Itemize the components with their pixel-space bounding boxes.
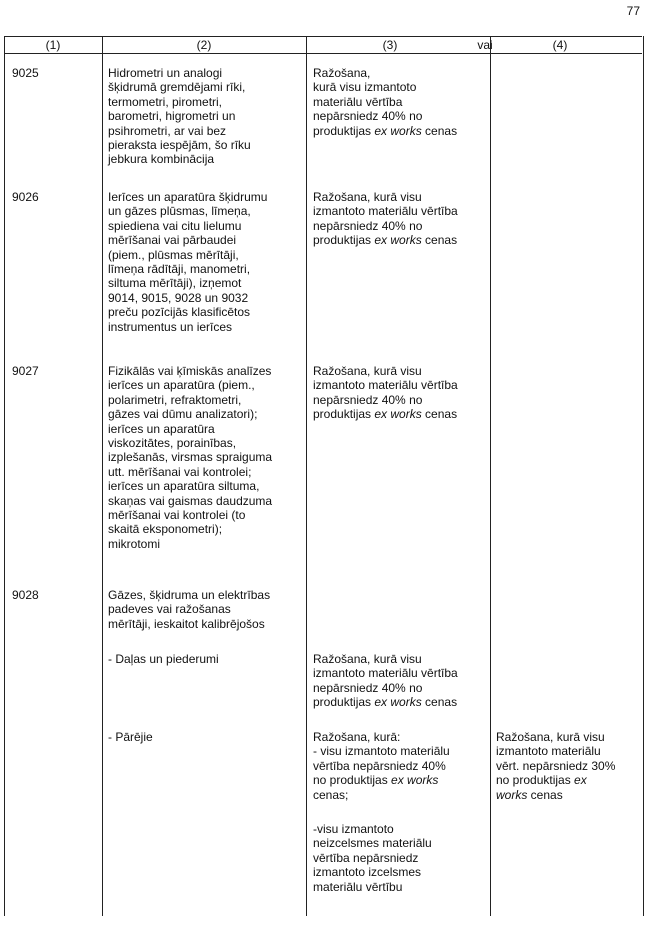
origin-rule: Ražošana, kurā: - visu izmantoto materiālu vērtība nepārsniedz 40% no produktijas ex works cenas; bbox=[313, 730, 450, 802]
column-divider bbox=[102, 36, 103, 916]
goods-description: Fizikālās vai ķīmiskās analīzes ierīces un aparatūra (piem., polarimetri, refraktometri, gāzes vai dūmu analizatori); ierīces un aparatūra viskozitātes, porainības, izplešanās, virsmas spraiguma utt. mērīšanai vai kontrolei; ierīces un aparatūra siltuma, skaņas vai gaismas daudzuma mērīšanai vai kontrolei (to skaitā eksponometri); mikrotomi bbox=[108, 364, 273, 551]
origin-rule-condition: -visu izmantoto neizcelsmes materiālu vērtība nepārsniedz izmantoto izcelsmes materiālu vērtību bbox=[313, 822, 432, 894]
header-col-4: (4) bbox=[552, 38, 568, 52]
goods-description: Ierīces un aparatūra šķidrumu un gāzes plūsmas, līmeņa, spiediena vai citu lielumu mērīšanai vai pārbaudei (piem., plūsmas mērītāji, līmeņa rādītāji, manometri, siltuma mērītāji), izņemot 9014, 9015, 9028 un 9032 preču pozīcijās klasificētos instrumentus un ierīces bbox=[108, 190, 268, 334]
header-col-3: (3) bbox=[382, 38, 398, 52]
header-vai: vai bbox=[477, 38, 493, 52]
goods-description: Hidrometri un analogi šķidrumā gremdējami rīki, termometri, pirometri, barometri, higrometri un psihrometri, ar vai bez pieraksta iespējām, šo rīku jebkura kombinācija bbox=[108, 66, 251, 167]
goods-description: Gāzes, šķidruma un elektrības padeves vai ražošanas mērītāji, ieskaitot kalibrējošos bbox=[108, 588, 271, 631]
origin-rule: Ražošana, kurā visu izmantoto materiālu vērtība nepārsniedz 40% no produktijas ex works cenas bbox=[313, 652, 458, 710]
hs-code: 9028 bbox=[12, 588, 39, 602]
page-number: 77 bbox=[626, 4, 640, 18]
origin-rule: Ražošana, kurā visu izmantoto materiālu vērtība nepārsniedz 40% no produktijas ex works cenas bbox=[313, 66, 458, 138]
goods-description: - Daļas un piederumi bbox=[108, 652, 219, 666]
goods-description: - Pārējie bbox=[108, 730, 153, 744]
header-col-1: (1) bbox=[45, 38, 61, 52]
column-divider bbox=[306, 36, 307, 916]
hs-code: 9027 bbox=[12, 364, 39, 378]
hs-code: 9025 bbox=[12, 66, 39, 80]
hs-code: 9026 bbox=[12, 190, 39, 204]
origin-rule: Ražošana, kurā visu izmantoto materiālu vērtība nepārsniedz 40% no produktijas ex works cenas bbox=[313, 190, 458, 248]
origin-rule: Ražošana, kurā visu izmantoto materiālu vērtība nepārsniedz 40% no produktijas ex works cenas bbox=[313, 364, 458, 422]
alternative-origin-rule: Ražošana, kurā visu izmantoto materiālu vērt. nepārsniedz 30% no produktijas ex works cenas bbox=[496, 730, 616, 802]
header-col-2: (2) bbox=[196, 38, 212, 52]
column-divider bbox=[490, 36, 491, 916]
